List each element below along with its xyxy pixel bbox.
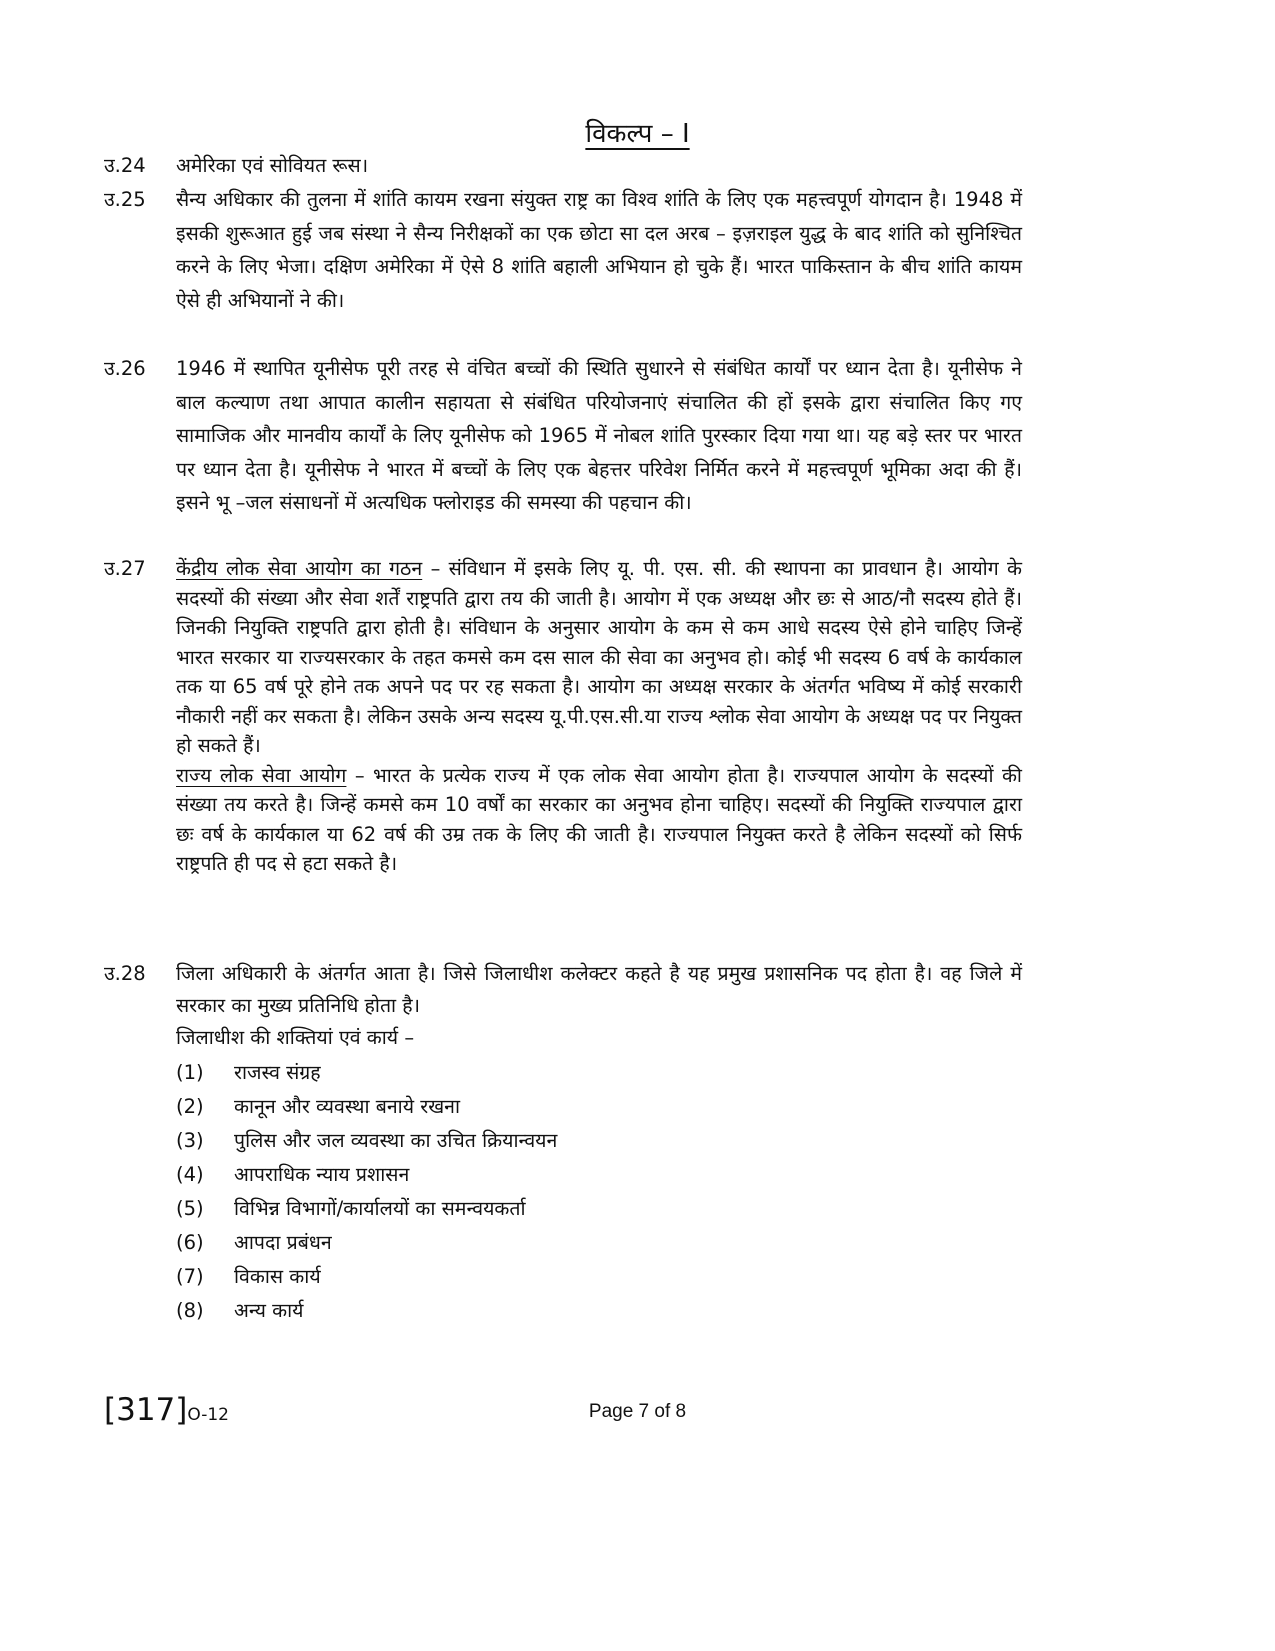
list-item (176, 1260, 1022, 1294)
paper-code-main: [317] (104, 1392, 188, 1428)
list-item (176, 1294, 1022, 1328)
list-item-number: (7) (176, 1265, 204, 1288)
page-number: Page 7 of 8 (588, 1401, 687, 1422)
list-item-number: (8) (176, 1299, 204, 1322)
answer-number: उ.27 (104, 557, 146, 580)
answer-text: जिला अधिकारी के अंतर्गत आता है। जिसे जिलाधीश कलेक्टर कहते है यह प्रमुख प्रशासनिक पद होता है। वह जिले में सरकार का मुख्य प्रतिनिधि होता है। (176, 962, 1022, 1017)
spsc-text: – भारत के प्रत्येक राज्य में एक लोक सेवा आयोग होता है। राज्यपाल आयोग के सदस्यों की संख्या तय करते है। जिन्हें कमसे कम 10 वर्षों का सरकार का अनुभव होना चाहिए। सदस्यों की नियुक्ति राज्यपाल द्वारा छः वर्ष के कार्यकाल या 62 वर्ष की उम्र तक के लिए की जाती है। राज्यपाल नियुक्त करते है लेकिन सदस्यों को सिर्फ राष्ट्रपति ही पद से हटा सकते है। (176, 763, 1022, 875)
spsc-heading: राज्य लोक सेवा आयोग (176, 763, 347, 787)
list-item-text: विकास कार्य (234, 1265, 321, 1288)
answer-number: उ.25 (104, 188, 146, 211)
upsc-paragraph (176, 554, 1022, 761)
list-item-text: आपराधिक न्याय प्रशासन (234, 1163, 410, 1186)
upsc-text: – संविधान में इसके लिए यू. पी. एस. सी. की स्थापना का प्रावधान है। आयोग के सदस्यों की संख्या और सेवा शर्तें राष्ट्रपति द्वारा तय की जाती है। आयोग में एक अध्यक्ष और छः से आठ/नौ सदस्य होते हैं। जिनकी नियुक्ति राष्ट्रपति द्वारा होती है। संविधान के अनुसार आयोग के कम से कम आधे सदस्य ऐसे होने चाहिए जिन्हें भारत सरकार या राज्यसरकार के तहत कमसे कम दस साल की सेवा का अनुभव हो। कोई भी सदस्य 6 वर्ष के कार्यकाल तक या 65 वर्ष पूरे होने तक अपने पद पर रह सकता है। आयोग का अध्यक्ष सरकार के अंतर्गत भविष्य में कोई सरकारी नौकारी नहीं कर सकता है। लेकिन उसके अन्य सदस्य यू.पी.एस.सी.या राज्य श्लोक सेवा आयोग के अध्यक्ष पद पर नियुक्त हो सकते हैं। (176, 557, 1023, 757)
list-item (176, 1192, 1022, 1226)
list-item (176, 1124, 1022, 1158)
answer-text: 1946 में स्थापित यूनीसेफ पूरी तरह से वंचित बच्चों की स्थिति सुधारने से संबंधित कार्यों पर ध्यान देता है। यूनीसेफ ने बाल कल्याण तथा आपात कालीन सहायता से संबंधित परियोजनाएं संचालित की हों इसके द्वारा संचालित किए गए सामाजिक और मानवीय कार्यों के लिए यूनीसेफ को 1965 में नोबल शांति पुरस्कार दिया गया था। यह बड़े स्तर पर भारत पर ध्यान देता है। यूनीसेफ ने भारत में बच्चों के लिए एक बेहत्तर परिवेश निर्मित करने में महत्त्वपूर्ण भूमिका अदा की हैं। इसने भू –जल संसाधनों में अत्यधिक फ्लोराइड की समस्या की पहचान की। (176, 357, 1022, 514)
list-item-text: आपदा प्रबंधन (234, 1231, 332, 1254)
list-item-number: (1) (176, 1061, 204, 1084)
list-item-text: अन्य कार्य (234, 1299, 304, 1322)
list-item (176, 1056, 1022, 1090)
list-item-number: (6) (176, 1231, 204, 1254)
list-item (176, 1090, 1022, 1124)
answer-27 (104, 554, 1022, 879)
answer-number: उ.24 (104, 154, 146, 177)
answer-24 (104, 149, 1022, 183)
section-title-text: विकल्प – I (585, 119, 690, 149)
upsc-heading: केंद्रीय लोक सेवा आयोग का गठन (176, 557, 423, 580)
list-item-number: (4) (176, 1163, 204, 1186)
answer-25 (104, 183, 1022, 317)
list-item-number: (3) (176, 1129, 204, 1152)
list-item-text: राजस्व संग्रह (234, 1061, 321, 1084)
answer-body (176, 958, 1022, 1328)
answer-text: अमेरिका एवं सोवियत रूस। (176, 154, 369, 177)
paper-code-sub: O-12 (187, 1405, 229, 1425)
list-item-text: विभिन्न विभागों/कार्यालयों का समन्वयकर्ता (234, 1197, 526, 1220)
list-item (176, 1226, 1022, 1260)
spsc-paragraph (176, 761, 1022, 879)
answer-26 (104, 352, 1022, 520)
answer-text (176, 554, 1022, 879)
answer-number: उ.28 (104, 962, 146, 985)
answer-number: उ.26 (104, 357, 146, 380)
powers-list (176, 1056, 1022, 1328)
powers-heading: जिलाधीश की शक्तियां एवं कार्य – (176, 1026, 415, 1049)
list-item-number: (5) (176, 1197, 204, 1220)
list-item-number: (2) (176, 1095, 204, 1118)
answer-text: सैन्य अधिकार की तुलना में शांति कायम रखना संयुक्त राष्ट्र का विश्व शांति के लिए एक महत्त्वपूर्ण योगदान है। 1948 में इसकी शुरूआत हुई जब संस्था ने सैन्य निरीक्षकों का एक छोटा सा दल अरब – इज़राइल युद्ध के बाद शांति को सुनिश्चित करने के लिए भेजा। दक्षिण अमेरिका में ऐसे 8 शांति बहाली अभियान हो चुके हैं। भारत पाकिस्तान के बीच शांति कायम ऐसे ही अभियानों ने की। (176, 188, 1022, 312)
list-item-text: कानून और व्यवस्था बनाये रखना (234, 1095, 461, 1118)
list-item (176, 1158, 1022, 1192)
section-title (0, 118, 1275, 150)
list-item-text: पुलिस और जल व्यवस्था का उचित क्रियान्वयन (234, 1129, 558, 1152)
answer-28 (104, 958, 1022, 1328)
